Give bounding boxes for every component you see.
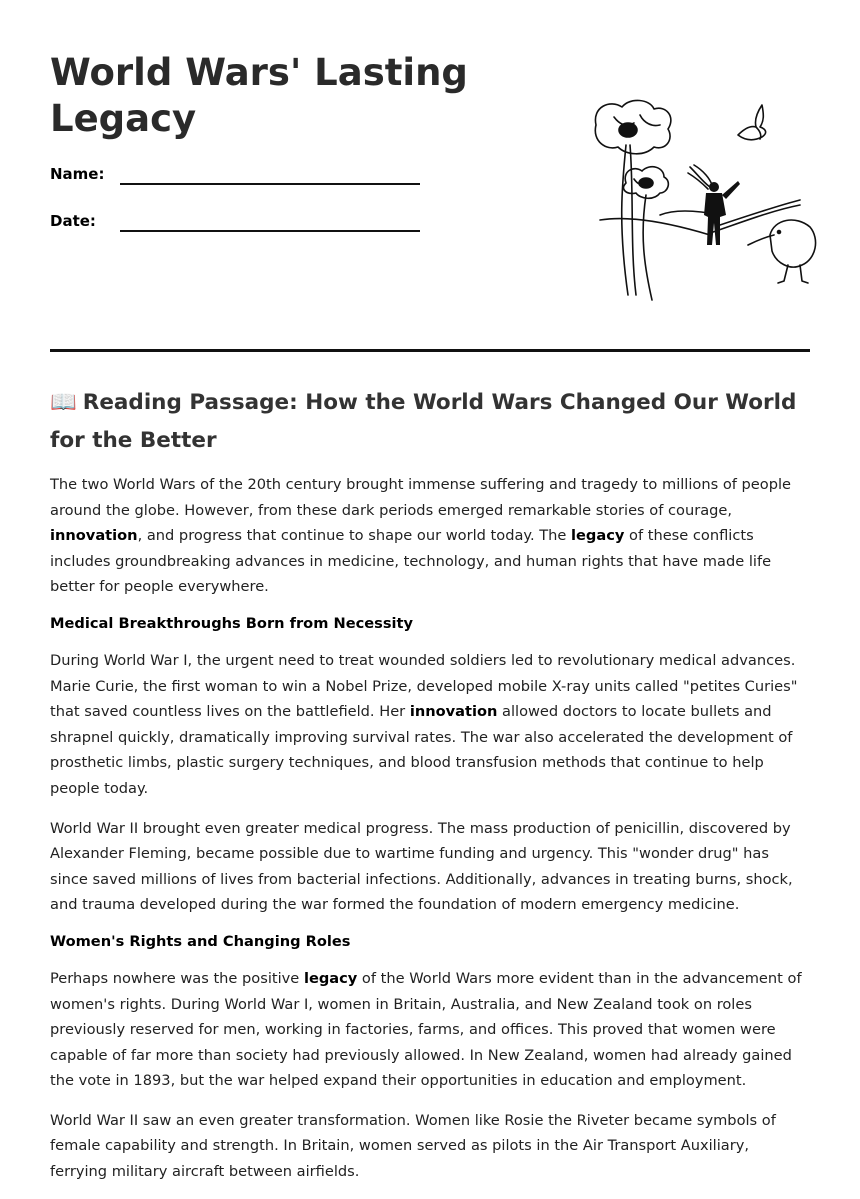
date-field (50, 212, 430, 236)
medical-paragraph-2: World War II brought even greater medical progress. The mass production of penicillin, discovered by Alexander Fleming, became possible due to wartime funding and urgency. This "wonder drug" has since saved millions of lives from bacterial infections. Additionally, advances in treating burns, shock, and trauma developed during the war formed the foundation of modern emergency medicine. (50, 819, 793, 914)
name-field (50, 165, 430, 189)
name-line[interactable] (120, 183, 420, 185)
worksheet-title: World Wars' Lasting Legacy (50, 51, 468, 140)
reading-heading (50, 384, 810, 460)
name-label: Name: (50, 165, 105, 183)
keyword-legacy: legacy (571, 527, 625, 545)
keyword-innovation: innovation (409, 703, 498, 721)
date-label: Date: (50, 212, 96, 230)
remembrance-illustration-icon (570, 95, 820, 305)
medical-heading: Medical Breakthroughs Born from Necessity (50, 614, 414, 632)
women-paragraph-1: Perhaps nowhere was the positive legacy of the World Wars more evident than in the advancement of women's rights. During World War I, women in Britain, Australia, and New Zealand took on roles previously reserved for men, working in factories, farms, and offices. This proved that women were capable of far more than society had previously allowed. In New Zealand, women had already gained the vote in 1893, but the war helped expand their opportunities in education and employment. (50, 969, 802, 1090)
women-paragraph-2: World War II saw an even greater transformation. Women like Rosie the Riveter became symbols of female capability and strength. In Britain, women served as pilots in the Air Transport Auxiliary, ferrying military aircraft between airfields. (50, 1111, 776, 1181)
keyword-legacy: legacy (303, 969, 358, 987)
open-book-icon: 📖 (50, 390, 77, 415)
medical-paragraph-1: During World War I, the urgent need to treat wounded soldiers led to revolutionary medical advances. Marie Curie, the first woman to win a Nobel Prize, developed mobile X-ray units called "petites Curies" that saved countless lives on the battlefield. Her innovation allowed doctors to locate bullets and shrapnel quickly, dramatically improving survival rates. The war also accelerated the development of prosthetic limbs, plastic surgery techniques, and blood transfusion methods that continue to help people today. (50, 651, 798, 797)
header-divider (50, 349, 810, 352)
reading-passage (50, 384, 810, 1199)
women-heading: Women's Rights and Changing Roles (50, 932, 351, 950)
reading-heading-text: Reading Passage: How the World Wars Changed Our World for the Better (50, 390, 797, 453)
intro-paragraph: The two World Wars of the 20th century brought immense suffering and tragedy to millions of people around the globe. However, from these dark periods emerged remarkable stories of courage, innovation, and progress that continue to shape our world today. The legacy of these conflicts includes groundbreaking advances in medicine, technology, and human rights that have made life better for people everywhere. (50, 476, 792, 596)
keyword-innovation: innovation (50, 527, 138, 545)
date-line[interactable] (120, 230, 420, 232)
